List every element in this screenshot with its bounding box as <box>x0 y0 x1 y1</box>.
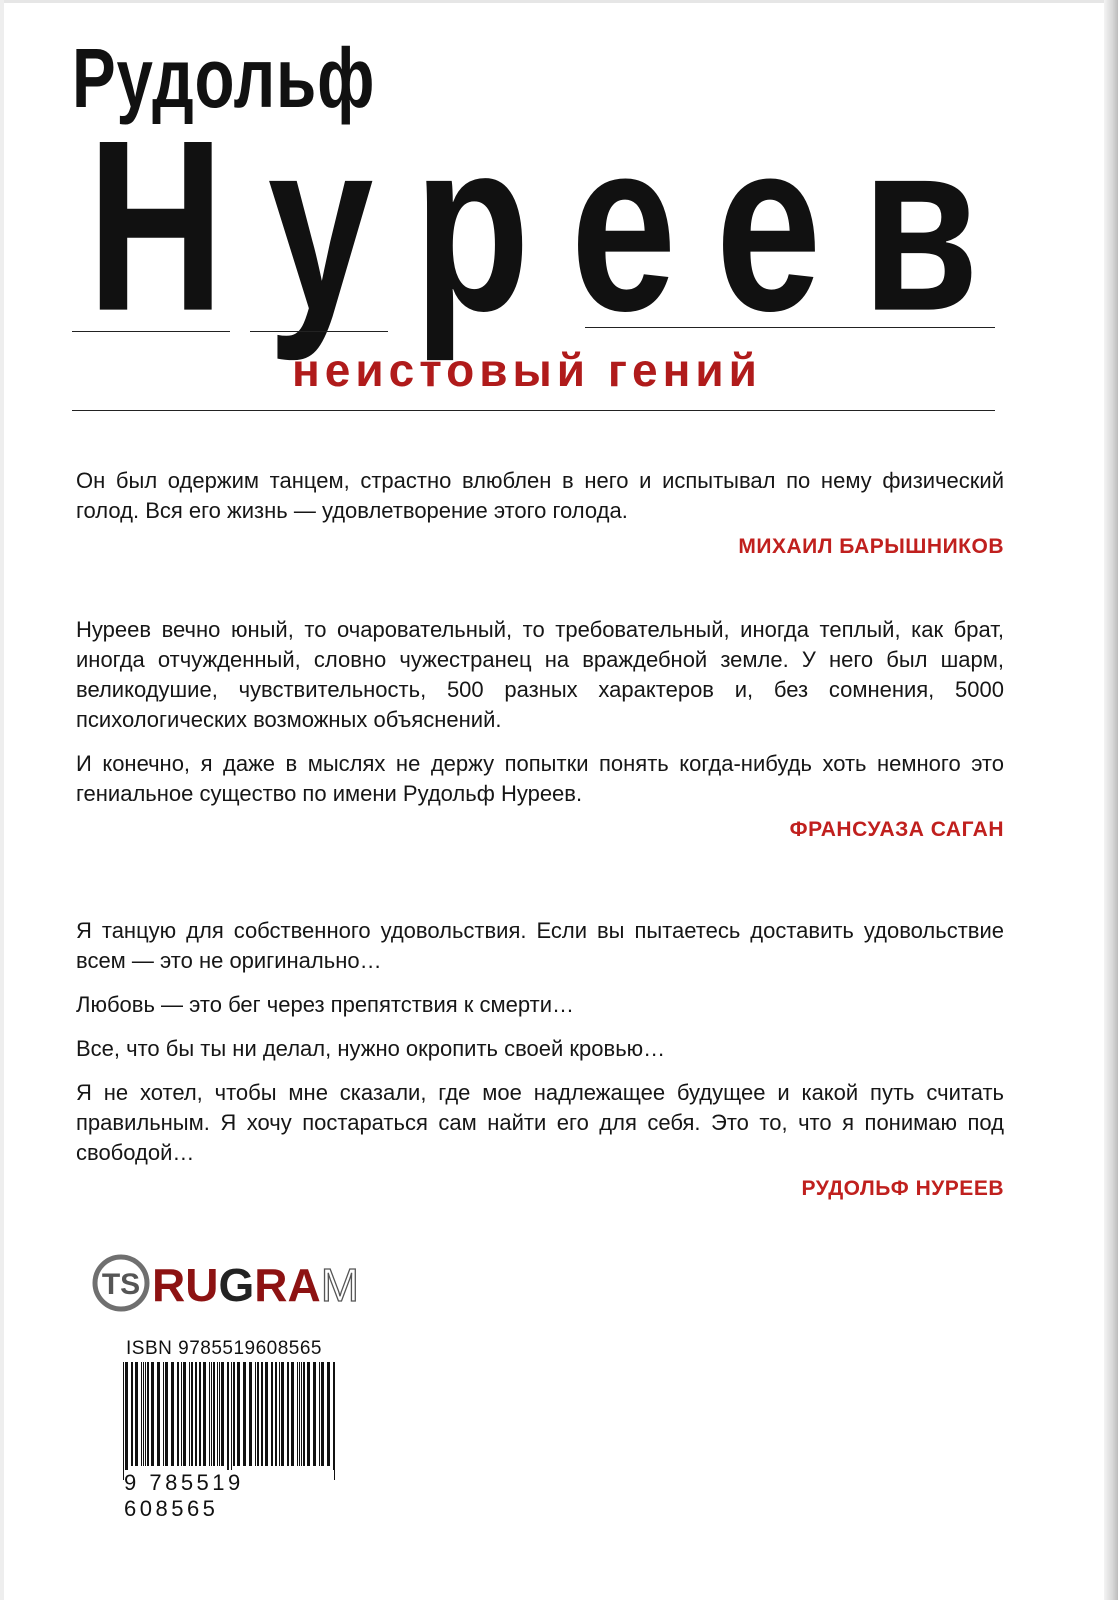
quote-author: РУДОЛЬФ НУРЕЕВ <box>801 1177 1004 1200</box>
barcode-bar <box>189 1362 190 1466</box>
barcode-bar <box>333 1362 335 1480</box>
barcode-bar <box>209 1362 210 1466</box>
author-letter: е <box>570 90 677 363</box>
isbn-barcode <box>122 1362 336 1480</box>
author-letter: у <box>267 90 374 363</box>
barcode-bar <box>217 1362 218 1466</box>
quote-text: Я танцую для собственного удовольствия. Если вы пытаетесь доставить удовольствие всем — это не оригинально… <box>76 918 1004 973</box>
quote-nureyev <box>76 916 1004 1202</box>
quote-author: ФРАНСУАЗА САГАН <box>789 818 1004 841</box>
barcode-bar <box>145 1362 146 1466</box>
scan-edge-top <box>0 0 1118 3</box>
barcode-bar <box>177 1362 179 1466</box>
scan-edge-left <box>0 0 4 1600</box>
barcode-bar <box>151 1362 154 1466</box>
barcode-bar <box>231 1362 232 1480</box>
barcode-bar <box>221 1362 224 1466</box>
title-rule-bottom <box>72 410 995 411</box>
barcode-bar <box>233 1362 235 1466</box>
barcode-bar <box>327 1362 330 1466</box>
author-letter: р <box>413 90 530 363</box>
barcode-bar <box>275 1362 277 1466</box>
author-letter: Н <box>87 90 225 363</box>
author-letter: в <box>862 90 980 363</box>
barcode-bar <box>227 1362 229 1480</box>
quote-author: МИХАИЛ БАРЫШНИКОВ <box>738 535 1004 558</box>
barcode-bar <box>299 1362 300 1466</box>
barcode-bar <box>203 1362 206 1466</box>
barcode-bar <box>157 1362 160 1466</box>
barcode-bar <box>163 1362 164 1466</box>
barcode-bar <box>123 1362 124 1480</box>
author-first-name: Рудольф <box>72 31 376 125</box>
barcode-bar <box>257 1362 259 1466</box>
isbn-label: ISBN 9785519608565 <box>126 1338 322 1359</box>
barcode-bar <box>255 1362 256 1466</box>
publisher-logo-mark: TS <box>101 1268 141 1301</box>
barcode-bar <box>143 1362 144 1466</box>
barcode-bar <box>271 1362 273 1466</box>
quote-baryshnikov <box>76 466 1004 560</box>
author-letter: е <box>715 90 822 363</box>
barcode-bar <box>191 1362 193 1466</box>
quote-text: Любовь — это бег через препятствия к смерти… <box>76 992 575 1017</box>
barcode-bar <box>165 1362 168 1466</box>
quote-text: Все, что бы ты ни делал, нужно окропить своей кровью… <box>76 1036 666 1061</box>
title-rule-top <box>72 331 230 332</box>
barcode-bar <box>195 1362 197 1466</box>
barcode-bar <box>211 1362 212 1466</box>
barcode-bar <box>279 1362 280 1466</box>
barcode-bar <box>313 1362 316 1466</box>
quote-text: Он был одержим танцем, страстно влюблен в него и испытывал по нему физический голод. Вся его жизнь — удовлетворение этого голода. <box>76 468 1004 523</box>
quote-text: Нуреев вечно юный, то очаровательный, то требовательный, иногда теплый, как брат, иногда отчужденный, словно чужестранец на враждебной земле. У него был шарм, великодушие, чувствительность, 500 разных характеров и, без сомнения, 5000 психологических возможных объяснений. <box>76 617 1004 732</box>
barcode-bar <box>181 1362 182 1466</box>
barcode-bar <box>287 1362 289 1466</box>
ean-digits: 9 785519 608565 <box>124 1470 334 1496</box>
barcode-bar <box>291 1362 294 1466</box>
barcode-bar <box>125 1362 128 1480</box>
barcode-bar <box>281 1362 284 1466</box>
title-rule-top <box>585 327 995 328</box>
barcode-bar <box>199 1362 201 1466</box>
quote-sagan <box>76 615 1004 843</box>
book-spine-edge <box>1104 0 1118 1600</box>
barcode-bar <box>303 1362 305 1466</box>
quote-text: И конечно, я даже в мыслях не держу попытки понять когда-нибудь хоть немного это гениальное существо по имени Рудольф Нуреев. <box>76 751 1004 806</box>
barcode-bar <box>237 1362 240 1466</box>
publisher-logo-wordmark: RUGRAM <box>152 1259 360 1311</box>
barcode-bar <box>265 1362 268 1466</box>
quote-text: Я не хотел, чтобы мне сказали, где мое надлежащее будущее и какой путь считать правильным. Я хочу постараться сам найти его для себя. Это то, что я понимаю под свободой… <box>76 1080 1004 1165</box>
barcode-bar <box>319 1362 320 1466</box>
title-rule-top <box>250 331 388 332</box>
barcode-bar <box>249 1362 252 1466</box>
author-last-name <box>72 90 992 363</box>
barcode-bar <box>131 1362 133 1466</box>
barcode-bar <box>301 1362 302 1466</box>
barcode-bar <box>307 1362 310 1466</box>
barcode-bar <box>321 1362 324 1466</box>
barcode-bar <box>147 1362 149 1466</box>
barcode-bar <box>213 1362 215 1466</box>
barcode-bar <box>135 1362 138 1466</box>
publisher-logo <box>92 1254 360 1312</box>
barcode-bar <box>219 1362 220 1466</box>
barcode-bar <box>171 1362 174 1466</box>
barcode-bar <box>141 1362 142 1466</box>
barcode-bar <box>261 1362 263 1466</box>
barcode-bar <box>297 1362 298 1466</box>
barcode-bar <box>243 1362 246 1466</box>
barcode-bar <box>183 1362 186 1466</box>
book-subtitle: неистовый гений <box>292 344 762 396</box>
